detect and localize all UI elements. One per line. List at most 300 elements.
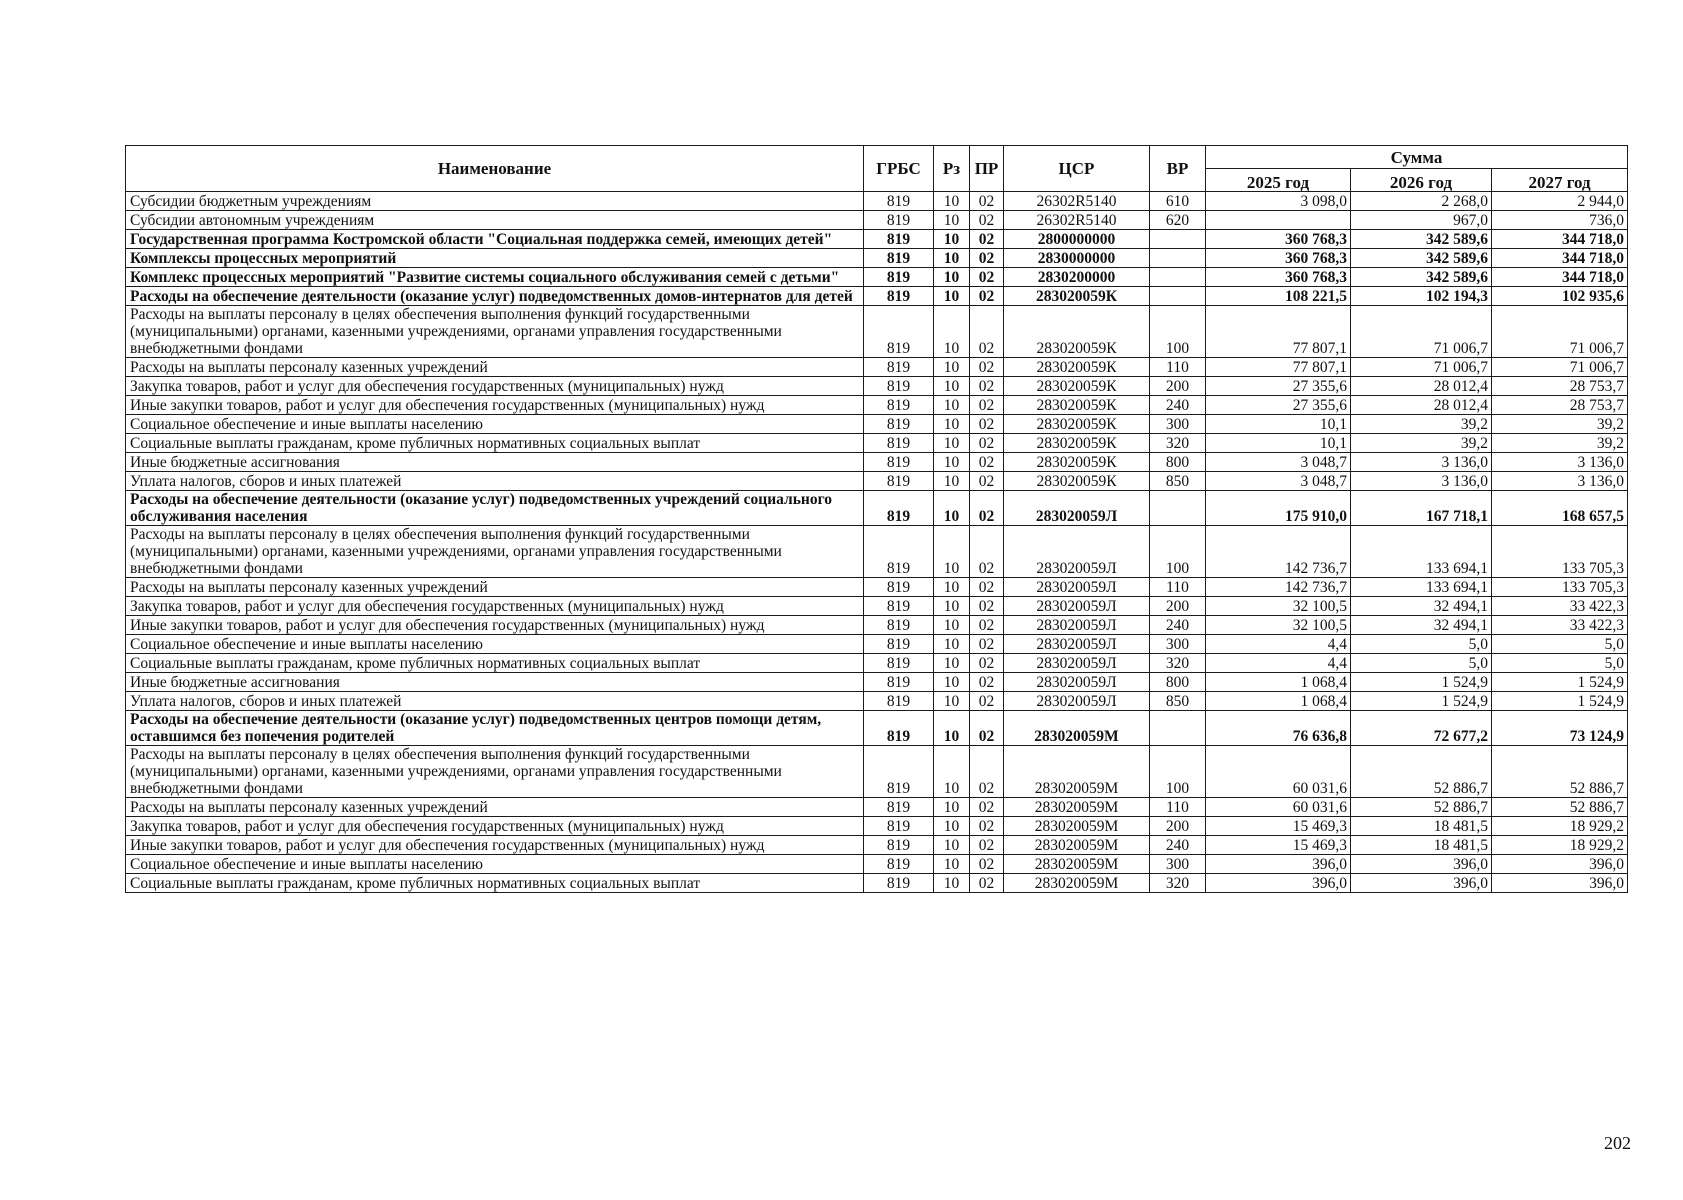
cell-y2025: 15 469,3 <box>1206 836 1351 855</box>
cell-y2026: 1 524,9 <box>1351 692 1492 711</box>
cell-y2027: 2 944,0 <box>1492 192 1628 211</box>
cell-vr: 240 <box>1150 616 1206 635</box>
cell-y2026: 342 589,6 <box>1351 230 1492 249</box>
header-rz: Рз <box>934 146 970 192</box>
cell-rz: 10 <box>934 578 970 597</box>
cell-vr: 240 <box>1150 836 1206 855</box>
cell-rz: 10 <box>934 654 970 673</box>
cell-name: Иные закупки товаров, работ и услуг для обеспечения государственных (муниципальных) нужд <box>126 836 864 855</box>
cell-grbs: 819 <box>864 287 934 306</box>
cell-pr: 02 <box>970 377 1004 396</box>
cell-y2025: 15 469,3 <box>1206 817 1351 836</box>
cell-y2027: 28 753,7 <box>1492 396 1628 415</box>
cell-name: Расходы на выплаты персоналу в целях обеспечения выполнения функций государственными (муниципальными) органами, казенными учреждениями, органами управления государственными внебюджетными фондами <box>126 526 864 578</box>
cell-vr: 320 <box>1150 874 1206 893</box>
cell-csr: 26302R5140 <box>1004 211 1150 230</box>
cell-pr: 02 <box>970 268 1004 287</box>
cell-vr: 800 <box>1150 453 1206 472</box>
cell-csr: 283020059К <box>1004 396 1150 415</box>
table-row <box>126 654 1628 673</box>
cell-rz: 10 <box>934 855 970 874</box>
cell-csr: 2830000000 <box>1004 249 1150 268</box>
cell-y2025 <box>1206 211 1351 230</box>
cell-csr: 283020059Л <box>1004 635 1150 654</box>
cell-y2026: 342 589,6 <box>1351 268 1492 287</box>
cell-y2027: 33 422,3 <box>1492 597 1628 616</box>
cell-y2027: 33 422,3 <box>1492 616 1628 635</box>
cell-vr: 240 <box>1150 396 1206 415</box>
table-row <box>126 526 1628 578</box>
cell-y2027: 396,0 <box>1492 855 1628 874</box>
table-row <box>126 268 1628 287</box>
cell-name: Субсидии бюджетным учреждениям <box>126 192 864 211</box>
cell-pr: 02 <box>970 453 1004 472</box>
cell-pr: 02 <box>970 874 1004 893</box>
cell-name: Иные бюджетные ассигнования <box>126 673 864 692</box>
table-row <box>126 798 1628 817</box>
cell-name: Закупка товаров, работ и услуг для обеспечения государственных (муниципальных) нужд <box>126 817 864 836</box>
table-row <box>126 597 1628 616</box>
cell-name: Расходы на выплаты персоналу в целях обеспечения выполнения функций государственными (муниципальными) органами, казенными учреждениями, органами управления государственными внебюджетными фондами <box>126 306 864 358</box>
cell-vr: 850 <box>1150 692 1206 711</box>
cell-name: Социальные выплаты гражданам, кроме публичных нормативных социальных выплат <box>126 874 864 893</box>
cell-rz: 10 <box>934 249 970 268</box>
table-row <box>126 249 1628 268</box>
cell-y2027: 736,0 <box>1492 211 1628 230</box>
cell-vr: 300 <box>1150 855 1206 874</box>
budget-table-sheet <box>125 145 1627 893</box>
cell-csr: 283020059Л <box>1004 597 1150 616</box>
cell-rz: 10 <box>934 746 970 798</box>
cell-rz: 10 <box>934 415 970 434</box>
cell-y2025: 175 910,0 <box>1206 491 1351 526</box>
cell-pr: 02 <box>970 746 1004 798</box>
cell-y2027: 3 136,0 <box>1492 472 1628 491</box>
cell-grbs: 819 <box>864 711 934 746</box>
cell-y2027: 396,0 <box>1492 874 1628 893</box>
table-row <box>126 211 1628 230</box>
cell-y2025: 1 068,4 <box>1206 673 1351 692</box>
cell-vr <box>1150 268 1206 287</box>
cell-vr: 200 <box>1150 597 1206 616</box>
cell-y2025: 27 355,6 <box>1206 396 1351 415</box>
cell-csr: 283020059М <box>1004 817 1150 836</box>
cell-y2027: 5,0 <box>1492 635 1628 654</box>
cell-csr: 283020059К <box>1004 453 1150 472</box>
cell-y2026: 71 006,7 <box>1351 306 1492 358</box>
cell-pr: 02 <box>970 711 1004 746</box>
cell-csr: 283020059К <box>1004 358 1150 377</box>
table-row <box>126 287 1628 306</box>
cell-pr: 02 <box>970 635 1004 654</box>
cell-y2027: 18 929,2 <box>1492 817 1628 836</box>
cell-y2026: 72 677,2 <box>1351 711 1492 746</box>
cell-y2026: 396,0 <box>1351 855 1492 874</box>
cell-pr: 02 <box>970 230 1004 249</box>
cell-rz: 10 <box>934 192 970 211</box>
cell-rz: 10 <box>934 673 970 692</box>
header-pr: ПР <box>970 146 1004 192</box>
cell-y2025: 10,1 <box>1206 415 1351 434</box>
cell-rz: 10 <box>934 434 970 453</box>
header-2026: 2026 год <box>1351 169 1492 192</box>
cell-pr: 02 <box>970 798 1004 817</box>
cell-rz: 10 <box>934 211 970 230</box>
cell-csr: 283020059М <box>1004 798 1150 817</box>
cell-y2026: 39,2 <box>1351 434 1492 453</box>
cell-y2025: 60 031,6 <box>1206 798 1351 817</box>
cell-y2025: 360 768,3 <box>1206 268 1351 287</box>
cell-vr: 300 <box>1150 635 1206 654</box>
cell-vr: 200 <box>1150 377 1206 396</box>
cell-vr: 320 <box>1150 434 1206 453</box>
cell-pr: 02 <box>970 434 1004 453</box>
table-row <box>126 578 1628 597</box>
cell-y2026: 342 589,6 <box>1351 249 1492 268</box>
cell-vr <box>1150 287 1206 306</box>
cell-grbs: 819 <box>864 268 934 287</box>
cell-rz: 10 <box>934 472 970 491</box>
cell-y2026: 39,2 <box>1351 415 1492 434</box>
cell-y2025: 77 807,1 <box>1206 306 1351 358</box>
table-row <box>126 673 1628 692</box>
cell-csr: 283020059М <box>1004 836 1150 855</box>
cell-csr: 283020059М <box>1004 874 1150 893</box>
table-header-row <box>126 146 1628 169</box>
cell-y2025: 76 636,8 <box>1206 711 1351 746</box>
cell-y2027: 71 006,7 <box>1492 358 1628 377</box>
cell-csr: 283020059Л <box>1004 654 1150 673</box>
cell-pr: 02 <box>970 358 1004 377</box>
cell-grbs: 819 <box>864 415 934 434</box>
header-sum: Сумма <box>1206 146 1628 169</box>
cell-name: Иные закупки товаров, работ и услуг для обеспечения государственных (муниципальных) нужд <box>126 396 864 415</box>
cell-grbs: 819 <box>864 396 934 415</box>
cell-grbs: 819 <box>864 211 934 230</box>
table-row <box>126 874 1628 893</box>
cell-pr: 02 <box>970 306 1004 358</box>
table-row <box>126 453 1628 472</box>
cell-vr <box>1150 230 1206 249</box>
cell-grbs: 819 <box>864 817 934 836</box>
budget-table <box>125 145 1628 893</box>
header-2027: 2027 год <box>1492 169 1628 192</box>
cell-y2025: 3 048,7 <box>1206 472 1351 491</box>
cell-pr: 02 <box>970 491 1004 526</box>
cell-y2026: 133 694,1 <box>1351 526 1492 578</box>
cell-y2026: 3 136,0 <box>1351 453 1492 472</box>
header-csr: ЦСР <box>1004 146 1150 192</box>
cell-rz: 10 <box>934 306 970 358</box>
cell-pr: 02 <box>970 192 1004 211</box>
table-row <box>126 472 1628 491</box>
cell-y2025: 360 768,3 <box>1206 230 1351 249</box>
table-row <box>126 855 1628 874</box>
cell-grbs: 819 <box>864 230 934 249</box>
cell-rz: 10 <box>934 396 970 415</box>
cell-y2026: 967,0 <box>1351 211 1492 230</box>
cell-y2027: 52 886,7 <box>1492 746 1628 798</box>
cell-y2027: 39,2 <box>1492 434 1628 453</box>
cell-grbs: 819 <box>864 746 934 798</box>
cell-rz: 10 <box>934 358 970 377</box>
cell-y2026: 18 481,5 <box>1351 817 1492 836</box>
cell-y2026: 3 136,0 <box>1351 472 1492 491</box>
cell-grbs: 819 <box>864 578 934 597</box>
cell-name: Расходы на выплаты персоналу казенных учреждений <box>126 798 864 817</box>
table-row <box>126 746 1628 798</box>
cell-y2027: 133 705,3 <box>1492 578 1628 597</box>
cell-vr <box>1150 711 1206 746</box>
cell-y2025: 108 221,5 <box>1206 287 1351 306</box>
cell-grbs: 819 <box>864 358 934 377</box>
cell-y2027: 52 886,7 <box>1492 798 1628 817</box>
cell-rz: 10 <box>934 874 970 893</box>
table-row <box>126 192 1628 211</box>
cell-y2025: 3 048,7 <box>1206 453 1351 472</box>
cell-grbs: 819 <box>864 491 934 526</box>
header-grbs: ГРБС <box>864 146 934 192</box>
cell-vr: 110 <box>1150 578 1206 597</box>
cell-y2027: 102 935,6 <box>1492 287 1628 306</box>
cell-pr: 02 <box>970 211 1004 230</box>
cell-name: Расходы на выплаты персоналу казенных учреждений <box>126 578 864 597</box>
cell-y2025: 142 736,7 <box>1206 578 1351 597</box>
table-row <box>126 491 1628 526</box>
cell-y2025: 77 807,1 <box>1206 358 1351 377</box>
cell-y2026: 52 886,7 <box>1351 746 1492 798</box>
cell-rz: 10 <box>934 817 970 836</box>
cell-csr: 283020059Л <box>1004 526 1150 578</box>
cell-vr: 610 <box>1150 192 1206 211</box>
cell-pr: 02 <box>970 526 1004 578</box>
cell-name: Субсидии автономным учреждениям <box>126 211 864 230</box>
cell-grbs: 819 <box>864 616 934 635</box>
cell-pr: 02 <box>970 472 1004 491</box>
table-row <box>126 817 1628 836</box>
cell-rz: 10 <box>934 377 970 396</box>
cell-rz: 10 <box>934 491 970 526</box>
cell-pr: 02 <box>970 836 1004 855</box>
cell-csr: 2830200000 <box>1004 268 1150 287</box>
cell-name: Комплекс процессных мероприятий "Развитие системы социального обслуживания семей с детьми" <box>126 268 864 287</box>
cell-csr: 283020059К <box>1004 472 1150 491</box>
table-row <box>126 415 1628 434</box>
cell-csr: 283020059М <box>1004 711 1150 746</box>
cell-y2025: 32 100,5 <box>1206 616 1351 635</box>
cell-vr: 320 <box>1150 654 1206 673</box>
cell-pr: 02 <box>970 415 1004 434</box>
cell-y2027: 28 753,7 <box>1492 377 1628 396</box>
cell-pr: 02 <box>970 578 1004 597</box>
cell-csr: 283020059М <box>1004 855 1150 874</box>
cell-vr: 100 <box>1150 526 1206 578</box>
cell-vr: 200 <box>1150 817 1206 836</box>
cell-grbs: 819 <box>864 855 934 874</box>
cell-csr: 283020059Л <box>1004 692 1150 711</box>
cell-name: Закупка товаров, работ и услуг для обеспечения государственных (муниципальных) нужд <box>126 597 864 616</box>
table-row <box>126 377 1628 396</box>
cell-y2025: 4,4 <box>1206 635 1351 654</box>
cell-name: Иные бюджетные ассигнования <box>126 453 864 472</box>
cell-y2025: 60 031,6 <box>1206 746 1351 798</box>
cell-y2027: 73 124,9 <box>1492 711 1628 746</box>
cell-vr <box>1150 491 1206 526</box>
cell-grbs: 819 <box>864 377 934 396</box>
cell-y2026: 5,0 <box>1351 635 1492 654</box>
cell-vr: 850 <box>1150 472 1206 491</box>
cell-y2026: 1 524,9 <box>1351 673 1492 692</box>
table-row <box>126 230 1628 249</box>
cell-y2027: 344 718,0 <box>1492 230 1628 249</box>
cell-y2025: 142 736,7 <box>1206 526 1351 578</box>
cell-grbs: 819 <box>864 836 934 855</box>
cell-y2026: 2 268,0 <box>1351 192 1492 211</box>
table-row <box>126 692 1628 711</box>
cell-pr: 02 <box>970 597 1004 616</box>
cell-csr: 26302R5140 <box>1004 192 1150 211</box>
cell-vr <box>1150 249 1206 268</box>
table-row <box>126 358 1628 377</box>
cell-name: Социальное обеспечение и иные выплаты населению <box>126 415 864 434</box>
cell-rz: 10 <box>934 287 970 306</box>
table-row <box>126 306 1628 358</box>
cell-rz: 10 <box>934 230 970 249</box>
cell-csr: 2800000000 <box>1004 230 1150 249</box>
cell-rz: 10 <box>934 836 970 855</box>
cell-y2026: 5,0 <box>1351 654 1492 673</box>
cell-csr: 283020059Л <box>1004 578 1150 597</box>
cell-y2026: 133 694,1 <box>1351 578 1492 597</box>
cell-vr: 110 <box>1150 358 1206 377</box>
cell-pr: 02 <box>970 855 1004 874</box>
cell-vr: 620 <box>1150 211 1206 230</box>
cell-rz: 10 <box>934 616 970 635</box>
cell-grbs: 819 <box>864 472 934 491</box>
cell-rz: 10 <box>934 268 970 287</box>
cell-y2027: 3 136,0 <box>1492 453 1628 472</box>
cell-csr: 283020059К <box>1004 377 1150 396</box>
cell-y2026: 28 012,4 <box>1351 396 1492 415</box>
cell-csr: 283020059К <box>1004 306 1150 358</box>
cell-y2026: 52 886,7 <box>1351 798 1492 817</box>
cell-y2025: 4,4 <box>1206 654 1351 673</box>
cell-pr: 02 <box>970 654 1004 673</box>
cell-csr: 283020059Л <box>1004 673 1150 692</box>
cell-name: Социальное обеспечение и иные выплаты населению <box>126 635 864 654</box>
cell-name: Комплексы процессных мероприятий <box>126 249 864 268</box>
cell-rz: 10 <box>934 711 970 746</box>
cell-y2025: 1 068,4 <box>1206 692 1351 711</box>
cell-pr: 02 <box>970 287 1004 306</box>
cell-name: Расходы на обеспечение деятельности (оказание услуг) подведомственных домов-интернатов для детей <box>126 287 864 306</box>
cell-name: Социальные выплаты гражданам, кроме публичных нормативных социальных выплат <box>126 434 864 453</box>
table-row <box>126 396 1628 415</box>
cell-csr: 283020059К <box>1004 287 1150 306</box>
cell-y2025: 396,0 <box>1206 874 1351 893</box>
cell-grbs: 819 <box>864 874 934 893</box>
cell-pr: 02 <box>970 817 1004 836</box>
cell-rz: 10 <box>934 635 970 654</box>
cell-pr: 02 <box>970 249 1004 268</box>
cell-grbs: 819 <box>864 306 934 358</box>
cell-grbs: 819 <box>864 434 934 453</box>
cell-rz: 10 <box>934 692 970 711</box>
cell-pr: 02 <box>970 673 1004 692</box>
cell-y2025: 3 098,0 <box>1206 192 1351 211</box>
cell-y2026: 28 012,4 <box>1351 377 1492 396</box>
header-vr: ВР <box>1150 146 1206 192</box>
cell-grbs: 819 <box>864 635 934 654</box>
cell-rz: 10 <box>934 453 970 472</box>
cell-y2026: 396,0 <box>1351 874 1492 893</box>
cell-y2027: 18 929,2 <box>1492 836 1628 855</box>
cell-y2027: 344 718,0 <box>1492 249 1628 268</box>
cell-vr: 300 <box>1150 415 1206 434</box>
cell-vr: 110 <box>1150 798 1206 817</box>
cell-y2025: 360 768,3 <box>1206 249 1351 268</box>
table-row <box>126 616 1628 635</box>
cell-vr: 800 <box>1150 673 1206 692</box>
cell-name: Иные закупки товаров, работ и услуг для обеспечения государственных (муниципальных) нужд <box>126 616 864 635</box>
cell-name: Расходы на выплаты персоналу казенных учреждений <box>126 358 864 377</box>
table-body <box>126 192 1628 893</box>
cell-name: Закупка товаров, работ и услуг для обеспечения государственных (муниципальных) нужд <box>126 377 864 396</box>
cell-y2027: 344 718,0 <box>1492 268 1628 287</box>
cell-name: Уплата налогов, сборов и иных платежей <box>126 692 864 711</box>
table-row <box>126 836 1628 855</box>
cell-pr: 02 <box>970 616 1004 635</box>
cell-grbs: 819 <box>864 453 934 472</box>
cell-grbs: 819 <box>864 526 934 578</box>
cell-grbs: 819 <box>864 798 934 817</box>
cell-y2026: 32 494,1 <box>1351 597 1492 616</box>
cell-y2026: 167 718,1 <box>1351 491 1492 526</box>
cell-grbs: 819 <box>864 654 934 673</box>
cell-name: Государственная программа Костромской области "Социальная поддержка семей, имеющих детей" <box>126 230 864 249</box>
cell-grbs: 819 <box>864 597 934 616</box>
table-row <box>126 434 1628 453</box>
header-name: Наименование <box>126 146 864 192</box>
cell-rz: 10 <box>934 597 970 616</box>
cell-y2027: 1 524,9 <box>1492 692 1628 711</box>
cell-y2027: 133 705,3 <box>1492 526 1628 578</box>
cell-y2025: 396,0 <box>1206 855 1351 874</box>
cell-y2026: 18 481,5 <box>1351 836 1492 855</box>
cell-grbs: 819 <box>864 192 934 211</box>
cell-grbs: 819 <box>864 692 934 711</box>
cell-y2027: 71 006,7 <box>1492 306 1628 358</box>
cell-name: Социальное обеспечение и иные выплаты населению <box>126 855 864 874</box>
cell-csr: 283020059М <box>1004 746 1150 798</box>
table-row <box>126 635 1628 654</box>
cell-rz: 10 <box>934 526 970 578</box>
cell-y2027: 39,2 <box>1492 415 1628 434</box>
cell-rz: 10 <box>934 798 970 817</box>
header-2025: 2025 год <box>1206 169 1351 192</box>
table-row <box>126 711 1628 746</box>
cell-y2025: 27 355,6 <box>1206 377 1351 396</box>
cell-csr: 283020059Л <box>1004 616 1150 635</box>
cell-pr: 02 <box>970 692 1004 711</box>
cell-y2025: 32 100,5 <box>1206 597 1351 616</box>
cell-vr: 100 <box>1150 746 1206 798</box>
page-number: 202 <box>1604 1133 1631 1153</box>
cell-name: Социальные выплаты гражданам, кроме публичных нормативных социальных выплат <box>126 654 864 673</box>
cell-name: Расходы на обеспечение деятельности (оказание услуг) подведомственных центров помощи детям, оставшимся без попечения родителей <box>126 711 864 746</box>
cell-name: Уплата налогов, сборов и иных платежей <box>126 472 864 491</box>
cell-y2026: 71 006,7 <box>1351 358 1492 377</box>
